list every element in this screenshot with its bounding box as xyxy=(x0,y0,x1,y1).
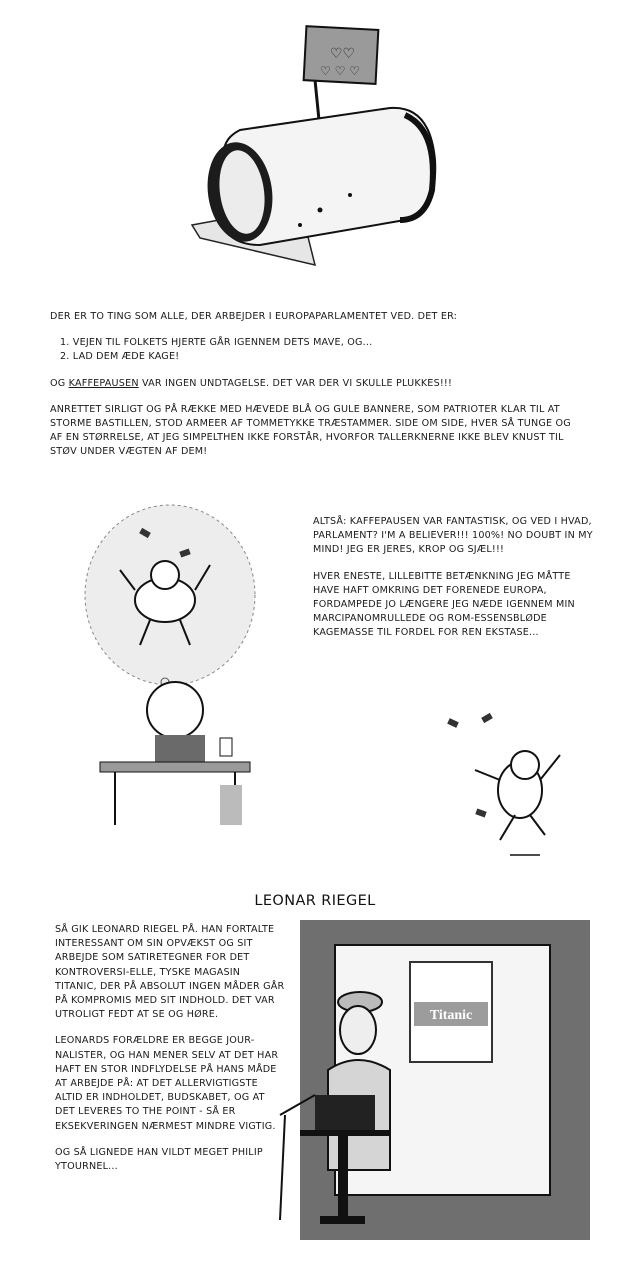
middle-text xyxy=(313,515,593,641)
middle-paragraph-1: ALTSÅ: KAFFEPAUSEN VAR FANTASTISK, OG VED I HVAD, PARLAMENT? I'M A BELIEVER!!! 100%! NO DOUBT IN MY MIND! JEG ER JERES, KROP OG SJÆL!!! xyxy=(313,516,593,556)
jumping-pig-illustration xyxy=(440,710,580,860)
svg-text:♡ ♡ ♡: ♡ ♡ ♡ xyxy=(320,64,360,78)
cake-roll-illustration xyxy=(180,20,450,280)
section-title: LEONAR RIEGEL xyxy=(254,893,376,909)
intro-paragraph: ANRETTET SIRLIGT OG PÅ RÆKKE MED HÆVEDE BLÅ OG GULE BANNERE, SOM PATRIOTER KLAR TIL AT STORME BASTILLEN, STOD ARMEER AF TOMMETYKKE TRÆSTAMMER. SIDE OM SIDE, HVER SÅ TUNGE OG AF EN STØRRELSE, AT JEG SIMPELTHEN IKKE FORSTÅR, HVORFOR TALLERKNERNE IKKE BLEV KNUST TIL STØV UNDER VÆGTEN AF DEM! xyxy=(50,403,571,458)
svg-text:♡♡: ♡♡ xyxy=(330,46,356,62)
titanic-logo: Titanic xyxy=(429,1008,473,1023)
section-paragraph-1: SÅ GIK LEONARD RIEGEL PÅ. HAN FORTALTE INTERESSANT OM SIN OPVÆKST OG SIT ARBEJDE SOM SATIRETEGNER FOR DET KONTROVERSI-ELLE, TYSKE MAGASIN TITANIC, DER PÅ ABSOLUT INGEN MÅDER GÅR PÅ KOMPROMIS MED SIT INDHOLD. DET VAR UTROLIGT FEDT AT SE OG HØRE. xyxy=(55,924,285,1021)
intro-lead: DER ER TO TING SOM ALLE, DER ARBEJDER I EUROPAPARLAMENTET VED. DET ER: xyxy=(50,311,458,322)
list-item: 1. VEJEN TIL FOLKETS HJERTE GÅR IGENNEM DETS MAVE, OG... xyxy=(60,337,373,349)
coffee-break-line: OG KAFFEPAUSEN VAR INGEN UNDTAGELSE. DET VAR DER VI SKULLE PLUKKES!!! xyxy=(50,377,452,389)
list-item: 2. LAD DEM ÆDE KAGE! xyxy=(60,351,180,363)
section-paragraph-2: LEONARDS FORÆLDRE ER BEGGE JOUR-NALISTER, OG HAN MENER SELV AT DET HAR HAFT EN STOR INDFLYDELSE PÅ HANS MÅDE AT ARBEJDE PÅ: AT DET ALLERVIGTIGSTE ALTID ER INDHOLDET, BUDSKABET, OG AT DET LEVERES TO THE POINT - SÅ ER EKSEKVERINGEN NÆRMEST MINDRE VIGTIG. xyxy=(55,1035,279,1132)
intro-list xyxy=(60,336,580,364)
dreaming-pig-illustration xyxy=(70,500,270,840)
middle-paragraph-2: HVER ENESTE, LILLEBITTE BETÆNKNING JEG MÅTTE HAVE HAFT OMKRING DET FORENEDE EUROPA, FORDAMPEDE JO LÆNGERE JEG NÆDE IGENNEM MIN MARCIPANOMRULLEDE OG ROM-ESSENSBLØDE KAGEMASSE TIL FORDEL FOR REN EKSTASE... xyxy=(313,570,575,639)
pig-at-desk xyxy=(100,682,250,825)
intro-text xyxy=(50,310,580,460)
speaker-illustration xyxy=(280,920,600,1240)
section-text xyxy=(55,923,285,1174)
coffee-break-link: KAFFEPAUSEN xyxy=(68,377,139,389)
section-paragraph-3: OG SÅ LIGNEDE HAN VILDT MEGET PHILIP YTOURNEL... xyxy=(55,1146,263,1173)
